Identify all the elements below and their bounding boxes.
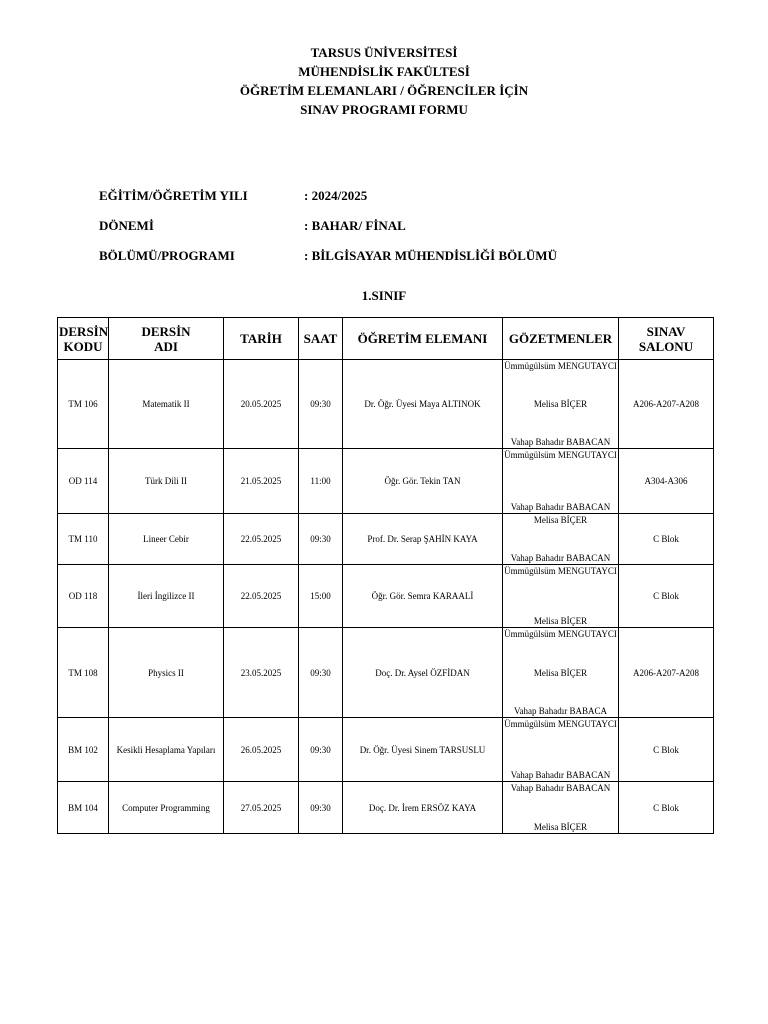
header-exam-room: SINAV SALONU: [619, 318, 714, 360]
term-label: DÖNEMİ: [99, 218, 154, 233]
proctor: Vahap Bahadır BABACAN: [510, 553, 611, 563]
proctor: Melisa BİÇER: [533, 515, 588, 525]
course-name: Matematik II: [109, 360, 224, 449]
proctor: Vahap Bahadır BABACA: [514, 706, 607, 716]
header-course-code: DERSİN KODU: [58, 318, 109, 360]
header-time: SAAT: [299, 318, 343, 360]
exam-date: 21.05.2025: [224, 449, 299, 514]
table-row: [58, 360, 714, 449]
proctor: Ümmügülsüm MENGUTAYCI: [504, 719, 617, 729]
exam-date: 22.05.2025: [224, 514, 299, 565]
proctor: Melisa BİÇER: [533, 616, 588, 626]
instructor: Doç. Dr. İrem ERSÖZ KAYA: [343, 782, 503, 834]
exam-time: 09:30: [299, 628, 343, 718]
proctors: [503, 360, 619, 449]
instructor: Prof. Dr. Serap ŞAHİN KAYA: [343, 514, 503, 565]
header-date: TARİH: [224, 318, 299, 360]
course-name: Türk Dili II: [109, 449, 224, 514]
proctor: Ümmügülsüm MENGUTAYCI: [504, 629, 617, 639]
instructor: Öğr. Gör. Tekin TAN: [343, 449, 503, 514]
exam-room: A304-A306: [619, 449, 714, 514]
table-row: [58, 565, 714, 628]
form-title: SINAV PROGRAMI FORMU: [300, 102, 468, 117]
course-code: BM 104: [58, 782, 109, 834]
exam-room: C Blok: [619, 782, 714, 834]
document-header: [0, 43, 768, 119]
instructor: Dr. Öğr. Üyesi Maya ALTINOK: [343, 360, 503, 449]
exam-room: A206-A207-A208: [619, 360, 714, 449]
header-course-name: DERSİN ADI: [109, 318, 224, 360]
year-value: : 2024/2025: [304, 188, 368, 203]
instructor: Öğr. Gör. Semra KARAALİ: [343, 565, 503, 628]
proctor: Vahap Bahadır BABACAN: [510, 783, 611, 793]
university-name: TARSUS ÜNİVERSİTESİ: [310, 45, 458, 60]
exam-schedule-table: [57, 317, 714, 834]
proctor: Ümmügülsüm MENGUTAYCI: [504, 361, 617, 371]
exam-room: A206-A207-A208: [619, 628, 714, 718]
proctors: [503, 718, 619, 782]
exam-room: C Blok: [619, 565, 714, 628]
table-row: [58, 449, 714, 514]
proctors: [503, 565, 619, 628]
course-name: Kesikli Hesaplama Yapıları: [109, 718, 224, 782]
table-header-row: [58, 318, 714, 360]
exam-date: 20.05.2025: [224, 360, 299, 449]
course-code: TM 108: [58, 628, 109, 718]
instructor: Doç. Dr. Aysel ÖZFİDAN: [343, 628, 503, 718]
proctor: Vahap Bahadır BABACAN: [510, 437, 611, 447]
year-label: EĞİTİM/ÖĞRETİM YILI: [99, 188, 248, 203]
faculty-name: MÜHENDİSLİK FAKÜLTESİ: [298, 64, 470, 79]
exam-date: 22.05.2025: [224, 565, 299, 628]
proctors: [503, 628, 619, 718]
class-title: 1.SINIF: [361, 288, 407, 303]
proctors: [503, 514, 619, 565]
exam-time: 09:30: [299, 360, 343, 449]
proctor: Ümmügülsüm MENGUTAYCI: [504, 566, 617, 576]
course-code: TM 106: [58, 360, 109, 449]
proctor: Ümmügülsüm MENGUTAYCI: [504, 450, 617, 460]
header-proctors: GÖZETMENLER: [503, 318, 619, 360]
course-name: Lineer Cebir: [109, 514, 224, 565]
exam-time: 09:30: [299, 718, 343, 782]
exam-date: 26.05.2025: [224, 718, 299, 782]
course-name: Physics II: [109, 628, 224, 718]
proctor: Melisa BİÇER: [533, 667, 588, 678]
term-value: : BAHAR/ FİNAL: [304, 218, 406, 233]
table-row: [58, 514, 714, 565]
proctors: [503, 782, 619, 834]
exam-date: 23.05.2025: [224, 628, 299, 718]
exam-date: 27.05.2025: [224, 782, 299, 834]
proctor: Vahap Bahadır BABACAN: [510, 502, 611, 512]
exam-room: C Blok: [619, 718, 714, 782]
course-code: BM 102: [58, 718, 109, 782]
table-row: [58, 718, 714, 782]
audience-line: ÖĞRETİM ELEMANLARI / ÖĞRENCİLER İÇİN: [239, 83, 529, 98]
proctor: Melisa BİÇER: [533, 822, 588, 832]
proctors: [503, 449, 619, 514]
exam-room: C Blok: [619, 514, 714, 565]
course-code: TM 110: [58, 514, 109, 565]
department-label: BÖLÜMÜ/PROGRAMI: [99, 248, 235, 263]
course-code: OD 114: [58, 449, 109, 514]
proctor: Melisa BİÇER: [533, 399, 588, 409]
header-instructor: ÖĞRETİM ELEMANI: [343, 318, 503, 360]
table-row: [58, 782, 714, 834]
table-row: [58, 628, 714, 718]
course-name: Computer Programming: [109, 782, 224, 834]
course-code: OD 118: [58, 565, 109, 628]
exam-time: 09:30: [299, 782, 343, 834]
exam-time: 15:00: [299, 565, 343, 628]
exam-time: 09:30: [299, 514, 343, 565]
department-value: : BİLGİSAYAR MÜHENDİSLİĞİ BÖLÜMÜ: [304, 248, 557, 263]
exam-time: 11:00: [299, 449, 343, 514]
proctor: Vahap Bahadır BABACAN: [510, 770, 611, 780]
instructor: Dr. Öğr. Üyesi Sinem TARSUSLU: [343, 718, 503, 782]
course-name: İleri İngilizce II: [109, 565, 224, 628]
